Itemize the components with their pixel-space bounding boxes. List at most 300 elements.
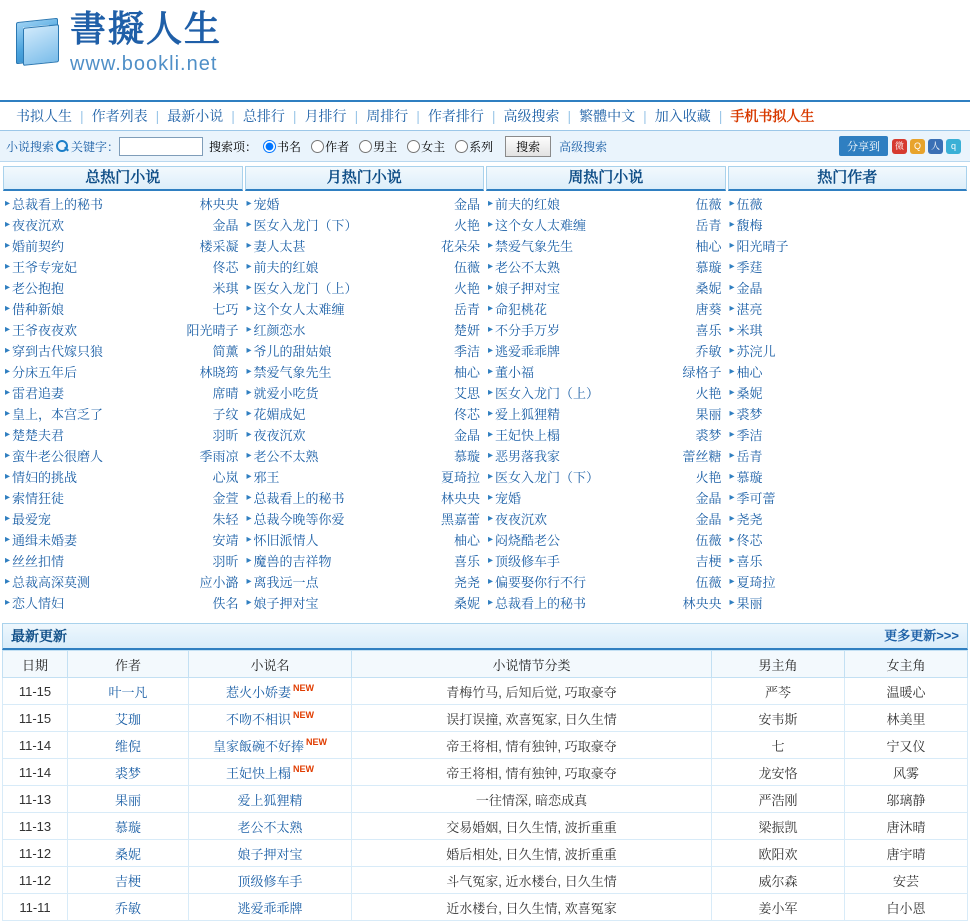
cell-novel[interactable] xyxy=(189,840,352,867)
list-item xyxy=(3,529,243,550)
novel-link[interactable]: 宠婚 xyxy=(253,197,280,212)
cell-genre: 帝王将相, 情有独钟, 巧取豪夺 xyxy=(352,759,712,786)
author-link[interactable]: 金晶 xyxy=(453,428,480,443)
qzone-icon[interactable]: Q xyxy=(910,139,925,154)
novel-link[interactable]: 恶男落我家 xyxy=(495,449,561,464)
novel-link[interactable]: 前夫的红娘 xyxy=(253,260,319,275)
novel-link[interactable]: 爱上狐狸精 xyxy=(495,407,561,422)
novel-link[interactable]: 分床五年后 xyxy=(12,365,78,380)
novel-link[interactable]: 老公不太熟 xyxy=(495,260,561,275)
author-link[interactable]: 桑妮 xyxy=(695,281,722,296)
novel-link[interactable]: 夏琦拉 xyxy=(736,575,776,590)
author-link[interactable]: 慕璇 xyxy=(695,260,722,275)
logo-title: 書擬人生 xyxy=(70,9,223,50)
bullet-arrow-icon: ▸ xyxy=(246,261,252,272)
bullet-arrow-icon: ▸ xyxy=(488,492,494,503)
novel-link[interactable]: 季洁 xyxy=(736,428,763,443)
novel-link[interactable]: 总裁看上的秘书 xyxy=(253,491,345,506)
cell-female-lead: 唐宇晴 xyxy=(845,840,968,867)
table-row xyxy=(3,732,968,759)
list-item xyxy=(3,382,243,403)
novel-link[interactable]: 医女入龙门（下） xyxy=(253,218,358,233)
cell-author[interactable] xyxy=(68,813,189,840)
cell-novel[interactable] xyxy=(189,705,352,732)
bullet-arrow-icon: ▸ xyxy=(729,219,735,230)
author-link[interactable]: 林央央 xyxy=(682,596,722,611)
nav-item-7[interactable]: 高级搜索 xyxy=(503,108,560,124)
bullet-arrow-icon: ▸ xyxy=(246,513,252,524)
novel-link[interactable]: 王妃快上榻 xyxy=(495,428,561,443)
list-item xyxy=(245,466,485,487)
novel-link[interactable]: 阳光晴子 xyxy=(736,239,789,254)
author-link[interactable]: 林央央 xyxy=(440,491,480,506)
novel-link[interactable]: 医女入龙门（上） xyxy=(495,386,600,401)
author-link[interactable]: 火艳 xyxy=(453,218,480,233)
cell-novel-link[interactable]: 王妃快上榻 xyxy=(225,765,291,781)
main-nav xyxy=(0,100,970,131)
cell-author[interactable] xyxy=(68,705,189,732)
novel-link[interactable]: 伍薇 xyxy=(736,197,763,212)
author-link[interactable]: 柚心 xyxy=(695,239,722,254)
novel-link[interactable]: 湛亮 xyxy=(736,302,763,317)
novel-link[interactable]: 命犯桃花 xyxy=(495,302,548,317)
author-link[interactable]: 果丽 xyxy=(695,407,722,422)
author-link[interactable]: 吉梗 xyxy=(695,554,722,569)
author-link[interactable]: 楚妍 xyxy=(453,323,480,338)
author-link[interactable]: 伍薇 xyxy=(453,260,480,275)
novel-link[interactable]: 娘子押对宝 xyxy=(253,596,319,611)
novel-link[interactable]: 顶级修车手 xyxy=(495,554,561,569)
nav-separator: | xyxy=(643,108,647,124)
cell-author-link[interactable]: 叶一凡 xyxy=(108,684,148,700)
nav-item-6[interactable]: 作者排行 xyxy=(427,108,484,124)
bullet-arrow-icon: ▸ xyxy=(5,219,11,230)
bullet-arrow-icon: ▸ xyxy=(246,282,252,293)
novel-link[interactable]: 借种新娘 xyxy=(12,302,65,317)
cell-male-lead: 严芩 xyxy=(712,678,845,705)
novel-link[interactable]: 夜夜沉欢 xyxy=(495,512,548,527)
latest-update-header xyxy=(2,623,968,650)
novel-link[interactable]: 苏浣儿 xyxy=(736,344,776,359)
table-row xyxy=(3,867,968,894)
novel-link[interactable]: 雷君追妻 xyxy=(12,386,65,401)
author-link[interactable]: 佟芯 xyxy=(453,407,480,422)
cell-date: 11-12 xyxy=(3,840,68,867)
author-link[interactable]: 金晶 xyxy=(453,197,480,212)
list-item xyxy=(245,256,485,277)
novel-link[interactable]: 不分手万岁 xyxy=(495,323,561,338)
novel-link[interactable]: 老公抱抱 xyxy=(12,281,65,296)
list-item xyxy=(245,214,485,235)
cell-genre: 近水楼台, 日久生情, 欢喜冤家 xyxy=(352,894,712,921)
novel-link[interactable]: 喜乐 xyxy=(736,554,763,569)
column-header: 男主角 xyxy=(712,651,845,678)
list-item xyxy=(728,256,968,277)
cell-genre: 误打误撞, 欢喜冤家, 日久生情 xyxy=(352,705,712,732)
novel-link[interactable]: 禁爱气象先生 xyxy=(253,365,332,380)
column-header: 作者 xyxy=(68,651,189,678)
cell-male-lead: 欧阳欢 xyxy=(712,840,845,867)
bullet-arrow-icon: ▸ xyxy=(729,492,735,503)
bullet-arrow-icon: ▸ xyxy=(488,261,494,272)
novel-link[interactable]: 宠婚 xyxy=(495,491,522,506)
list-item xyxy=(728,319,968,340)
bullet-arrow-icon: ▸ xyxy=(729,408,735,419)
novel-link[interactable]: 米琪 xyxy=(736,323,763,338)
nav-separator: | xyxy=(292,108,297,124)
author-link[interactable]: 楼采凝 xyxy=(199,239,239,254)
novel-link[interactable]: 爷儿的甜姑娘 xyxy=(253,344,332,359)
novel-link[interactable]: 丝丝扣情 xyxy=(12,554,65,569)
search-option-radio-系列[interactable] xyxy=(455,140,468,153)
novel-link[interactable]: 禁爱气象先生 xyxy=(495,239,574,254)
novel-link[interactable]: 穿到古代嫁只狼 xyxy=(12,344,104,359)
novel-link[interactable]: 魔兽的吉祥物 xyxy=(253,554,332,569)
novel-link[interactable]: 总裁看上的秘书 xyxy=(12,197,104,212)
cell-author[interactable] xyxy=(68,759,189,786)
novel-link[interactable]: 红颜恋水 xyxy=(253,323,306,338)
list-item xyxy=(3,571,243,592)
novel-link[interactable]: 夜夜沉欢 xyxy=(12,218,65,233)
novel-link[interactable]: 桑妮 xyxy=(736,386,763,401)
novel-link[interactable]: 婚前契约 xyxy=(12,239,65,254)
table-row xyxy=(3,678,968,705)
author-link[interactable]: 季雨凉 xyxy=(199,449,239,464)
cell-date: 11-15 xyxy=(3,705,68,732)
cell-male-lead: 严浩刚 xyxy=(712,786,845,813)
list-item xyxy=(3,256,243,277)
bullet-arrow-icon: ▸ xyxy=(5,534,11,545)
cell-novel-link[interactable]: 逃爱乖乖牌 xyxy=(237,900,303,916)
author-link[interactable]: 佟芯 xyxy=(212,260,239,275)
author-link[interactable]: 羽昕 xyxy=(212,554,239,569)
cell-author-link[interactable]: 乔敏 xyxy=(114,900,141,916)
bullet-arrow-icon: ▸ xyxy=(488,240,494,251)
novel-link[interactable]: 楚楚夫君 xyxy=(12,428,65,443)
author-link[interactable]: 季洁 xyxy=(453,344,480,359)
novel-link[interactable]: 娘子押对宝 xyxy=(495,281,561,296)
author-link[interactable]: 艾思 xyxy=(453,386,480,401)
list-item xyxy=(728,298,968,319)
novel-link[interactable]: 尧尧 xyxy=(736,512,763,527)
cell-author-link[interactable]: 吉梗 xyxy=(114,873,141,889)
author-link[interactable]: 柚心 xyxy=(453,365,480,380)
bullet-arrow-icon: ▸ xyxy=(5,555,11,566)
cell-author[interactable] xyxy=(68,786,189,813)
novel-link[interactable]: 恋人情妇 xyxy=(12,596,65,611)
search-option-label: 系列 xyxy=(469,139,494,154)
table-row xyxy=(3,894,968,921)
search-option-男主[interactable] xyxy=(353,140,397,154)
list-item xyxy=(728,235,968,256)
cell-author[interactable] xyxy=(68,840,189,867)
bullet-arrow-icon: ▸ xyxy=(488,303,494,314)
novel-link[interactable]: 季莛 xyxy=(736,260,763,275)
cell-male-lead: 龙安恪 xyxy=(712,759,845,786)
search-option-系列[interactable] xyxy=(449,140,493,154)
nav-item-1[interactable]: 作者列表 xyxy=(91,108,148,124)
nav-item-4[interactable]: 月排行 xyxy=(304,108,347,124)
cell-novel[interactable] xyxy=(189,678,352,705)
novel-link[interactable]: 逃爱乖乖牌 xyxy=(495,344,561,359)
nav-item-2[interactable]: 最新小说 xyxy=(167,108,224,124)
cell-novel[interactable] xyxy=(189,732,352,759)
novel-link[interactable]: 夜夜沉欢 xyxy=(253,428,306,443)
cell-author-link[interactable]: 果丽 xyxy=(114,792,141,808)
cell-female-lead: 宁又仪 xyxy=(845,732,968,759)
nav-item-3[interactable]: 总排行 xyxy=(242,108,285,124)
nav-item-9[interactable]: 加入收藏 xyxy=(654,108,711,124)
bullet-arrow-icon: ▸ xyxy=(5,345,11,356)
novel-link[interactable]: 岳青 xyxy=(736,449,763,464)
novel-link[interactable]: 馥梅 xyxy=(736,218,763,233)
novel-link[interactable]: 医女入龙门（上） xyxy=(253,281,358,296)
nav-item-5[interactable]: 周排行 xyxy=(366,108,409,124)
search-option-书名[interactable] xyxy=(257,140,301,154)
novel-link[interactable]: 就爱小吃货 xyxy=(253,386,319,401)
novel-link[interactable]: 老公不太熟 xyxy=(253,449,319,464)
search-option-radio-作者[interactable] xyxy=(311,140,324,153)
author-link[interactable]: 金萱 xyxy=(212,491,239,506)
cell-novel-link[interactable]: 爱上狐狸精 xyxy=(237,792,303,808)
author-link[interactable]: 火艳 xyxy=(453,281,480,296)
cell-author[interactable] xyxy=(68,678,189,705)
nav-item-10[interactable]: 手机书拟人生 xyxy=(730,108,815,124)
column-title: 热门作者 xyxy=(728,166,968,191)
novel-link[interactable]: 慕璇 xyxy=(736,470,763,485)
nav-separator: | xyxy=(231,108,235,124)
cell-author-link[interactable]: 维倪 xyxy=(114,738,141,754)
list-item xyxy=(728,193,968,214)
author-link[interactable]: 伍薇 xyxy=(695,533,722,548)
list-item xyxy=(3,277,243,298)
renren-icon[interactable]: 人 xyxy=(928,139,943,154)
novel-link[interactable]: 怀旧派情人 xyxy=(253,533,319,548)
author-link[interactable]: 绿格子 xyxy=(682,365,722,380)
list-item xyxy=(486,340,726,361)
novel-link[interactable]: 蛮牛老公很磨人 xyxy=(12,449,104,464)
author-link[interactable]: 花朵朵 xyxy=(440,239,480,254)
search-button[interactable]: 搜索 xyxy=(505,136,551,157)
novel-link[interactable]: 佟芯 xyxy=(736,533,763,548)
novel-link[interactable]: 总裁高深莫测 xyxy=(12,575,91,590)
bullet-arrow-icon: ▸ xyxy=(488,387,494,398)
logo[interactable] xyxy=(14,9,970,75)
novel-link[interactable]: 王爷夜夜欢 xyxy=(12,323,78,338)
author-link[interactable]: 佚名 xyxy=(212,596,239,611)
novel-link[interactable]: 索情狂徒 xyxy=(12,491,65,506)
bullet-arrow-icon: ▸ xyxy=(729,282,735,293)
cell-novel-link[interactable]: 皇家飯碗不好捧 xyxy=(212,738,304,754)
cell-novel[interactable] xyxy=(189,867,352,894)
cell-novel[interactable] xyxy=(189,894,352,921)
nav-separator: | xyxy=(491,108,496,124)
list-item xyxy=(728,340,968,361)
novel-link[interactable]: 董小福 xyxy=(495,365,535,380)
novel-link[interactable]: 裘梦 xyxy=(736,407,763,422)
bullet-arrow-icon: ▸ xyxy=(488,345,494,356)
bullet-arrow-icon: ▸ xyxy=(246,240,252,251)
author-link[interactable]: 心岚 xyxy=(212,470,239,485)
qq-icon[interactable]: q xyxy=(946,139,961,154)
cell-author-link[interactable]: 桑妮 xyxy=(114,846,141,862)
novel-link[interactable]: 邪王 xyxy=(253,470,280,485)
new-badge-icon: NEW xyxy=(293,710,314,721)
cell-novel-link[interactable]: 惹火小娇妻 xyxy=(225,684,291,700)
bullet-arrow-icon: ▸ xyxy=(729,576,735,587)
author-link[interactable]: 喜乐 xyxy=(695,323,722,338)
novel-link[interactable]: 花媚成妃 xyxy=(253,407,306,422)
table-row xyxy=(3,759,968,786)
author-link[interactable]: 乔敏 xyxy=(695,344,722,359)
novel-link[interactable]: 情妇的挑战 xyxy=(12,470,78,485)
cell-date: 11-13 xyxy=(3,786,68,813)
author-link[interactable]: 米琪 xyxy=(212,281,239,296)
author-link[interactable]: 羽昕 xyxy=(212,428,239,443)
author-link[interactable]: 七巧 xyxy=(212,302,239,317)
author-link[interactable]: 裘梦 xyxy=(695,428,722,443)
novel-link[interactable]: 皇上，本宫乏了 xyxy=(12,407,104,422)
list-item xyxy=(245,424,485,445)
author-link[interactable]: 阳光晴子 xyxy=(186,323,239,338)
cell-novel-link[interactable]: 娘子押对宝 xyxy=(237,846,303,862)
author-link[interactable]: 尧尧 xyxy=(453,575,480,590)
novel-link[interactable]: 离我远一点 xyxy=(253,575,319,590)
list-item xyxy=(728,550,968,571)
novel-link[interactable]: 王爷专宠妃 xyxy=(12,260,78,275)
author-link[interactable]: 伍薇 xyxy=(695,197,722,212)
bullet-arrow-icon: ▸ xyxy=(488,408,494,419)
cell-date: 11-12 xyxy=(3,867,68,894)
novel-link[interactable]: 这个女人太难缠 xyxy=(495,218,587,233)
cell-genre: 帝王将相, 情有独钟, 巧取豪夺 xyxy=(352,732,712,759)
cell-novel-link[interactable]: 顶级修车手 xyxy=(237,873,303,889)
search-option-radio-书名[interactable] xyxy=(263,140,276,153)
novel-link[interactable]: 季可蕾 xyxy=(736,491,776,506)
list-item xyxy=(486,571,726,592)
novel-link[interactable]: 医女入龙门（下） xyxy=(495,470,600,485)
bullet-arrow-icon: ▸ xyxy=(488,471,494,482)
more-updates-link[interactable]: 更多更新>>> xyxy=(884,628,959,643)
author-link[interactable]: 金晶 xyxy=(695,491,722,506)
novel-link[interactable]: 通缉未婚妻 xyxy=(12,533,78,548)
list-item xyxy=(245,403,485,424)
author-link[interactable]: 火艳 xyxy=(695,386,722,401)
cell-novel-link[interactable]: 不吻不相识 xyxy=(225,711,291,727)
sina-weibo-icon[interactable]: 微 xyxy=(892,139,907,154)
novel-link[interactable]: 妻人太甚 xyxy=(253,239,306,254)
novel-link[interactable]: 柚心 xyxy=(736,365,763,380)
list-item xyxy=(3,340,243,361)
list-item xyxy=(486,529,726,550)
author-link[interactable]: 黑嘉蕾 xyxy=(440,512,480,527)
bullet-arrow-icon: ▸ xyxy=(729,198,735,209)
search-input[interactable] xyxy=(119,137,203,156)
author-link[interactable]: 伍薇 xyxy=(695,575,722,590)
bullet-arrow-icon: ▸ xyxy=(246,597,252,608)
author-link[interactable]: 朱轻 xyxy=(212,512,239,527)
author-link[interactable]: 慕璇 xyxy=(453,449,480,464)
cell-novel[interactable] xyxy=(189,759,352,786)
author-link[interactable]: 安靖 xyxy=(212,533,239,548)
bullet-arrow-icon: ▸ xyxy=(488,324,494,335)
cell-novel-link[interactable]: 老公不太熟 xyxy=(237,819,303,835)
author-link[interactable]: 唐葵 xyxy=(695,302,722,317)
author-link[interactable]: 喜乐 xyxy=(453,554,480,569)
author-link[interactable]: 金晶 xyxy=(695,512,722,527)
bullet-arrow-icon: ▸ xyxy=(488,597,494,608)
author-link[interactable]: 柚心 xyxy=(453,533,480,548)
author-link[interactable]: 夏琦拉 xyxy=(440,470,480,485)
list-item xyxy=(3,466,243,487)
novel-link[interactable]: 前夫的红娘 xyxy=(495,197,561,212)
cell-male-lead: 威尔森 xyxy=(712,867,845,894)
novel-link[interactable]: 最爱宠 xyxy=(12,512,52,527)
list-item xyxy=(245,319,485,340)
novel-link[interactable]: 果丽 xyxy=(736,596,763,611)
cell-author-link[interactable]: 慕璇 xyxy=(114,819,141,835)
search-option-label: 女主 xyxy=(421,139,446,154)
search-option-radio-男主[interactable] xyxy=(359,140,372,153)
novel-link[interactable]: 金晶 xyxy=(736,281,763,296)
list-item xyxy=(3,319,243,340)
author-link[interactable]: 蕾丝糖 xyxy=(682,449,722,464)
author-link[interactable]: 桑妮 xyxy=(453,596,480,611)
cell-author[interactable] xyxy=(68,732,189,759)
list-item xyxy=(245,361,485,382)
column-title: 周热门小说 xyxy=(486,166,726,191)
cell-novel[interactable] xyxy=(189,786,352,813)
cell-author-link[interactable]: 裘梦 xyxy=(114,765,141,781)
site-header xyxy=(0,0,970,100)
author-link[interactable]: 应小潞 xyxy=(199,575,239,590)
author-link[interactable]: 席晴 xyxy=(212,386,239,401)
author-link[interactable]: 简薰 xyxy=(212,344,239,359)
novel-link[interactable]: 偏要娶你行不行 xyxy=(495,575,587,590)
list-item xyxy=(728,382,968,403)
search-option-作者[interactable] xyxy=(305,140,349,154)
bullet-arrow-icon: ▸ xyxy=(246,219,252,230)
author-link[interactable]: 岳青 xyxy=(453,302,480,317)
novel-link[interactable]: 总裁看上的秘书 xyxy=(495,596,587,611)
author-link[interactable]: 林晓筠 xyxy=(199,365,239,380)
novel-link[interactable]: 闷烧酷老公 xyxy=(495,533,561,548)
search-option-radio-女主[interactable] xyxy=(407,140,420,153)
new-badge-icon: NEW xyxy=(293,683,314,694)
search-option-女主[interactable] xyxy=(401,140,445,154)
author-link[interactable]: 子纹 xyxy=(212,407,239,422)
cell-author[interactable] xyxy=(68,867,189,894)
novel-link[interactable]: 总裁今晚等你爱 xyxy=(253,512,345,527)
nav-item-8[interactable]: 繁體中文 xyxy=(579,108,636,124)
author-link[interactable]: 火艳 xyxy=(695,470,722,485)
cell-author-link[interactable]: 艾珈 xyxy=(114,711,141,727)
list-item xyxy=(245,277,485,298)
author-link[interactable]: 岳青 xyxy=(695,218,722,233)
bullet-arrow-icon: ▸ xyxy=(729,450,735,461)
author-link[interactable]: 金晶 xyxy=(212,218,239,233)
advanced-search-link[interactable]: 高级搜索 xyxy=(559,139,608,154)
list-item xyxy=(486,277,726,298)
table-header-row xyxy=(3,651,968,678)
bullet-arrow-icon: ▸ xyxy=(246,555,252,566)
cell-novel[interactable] xyxy=(189,813,352,840)
novel-link[interactable]: 这个女人太难缠 xyxy=(253,302,345,317)
nav-item-0[interactable]: 书拟人生 xyxy=(16,108,72,124)
author-link[interactable]: 林央央 xyxy=(199,197,239,212)
cell-date: 11-14 xyxy=(3,759,68,786)
cell-author[interactable] xyxy=(68,894,189,921)
